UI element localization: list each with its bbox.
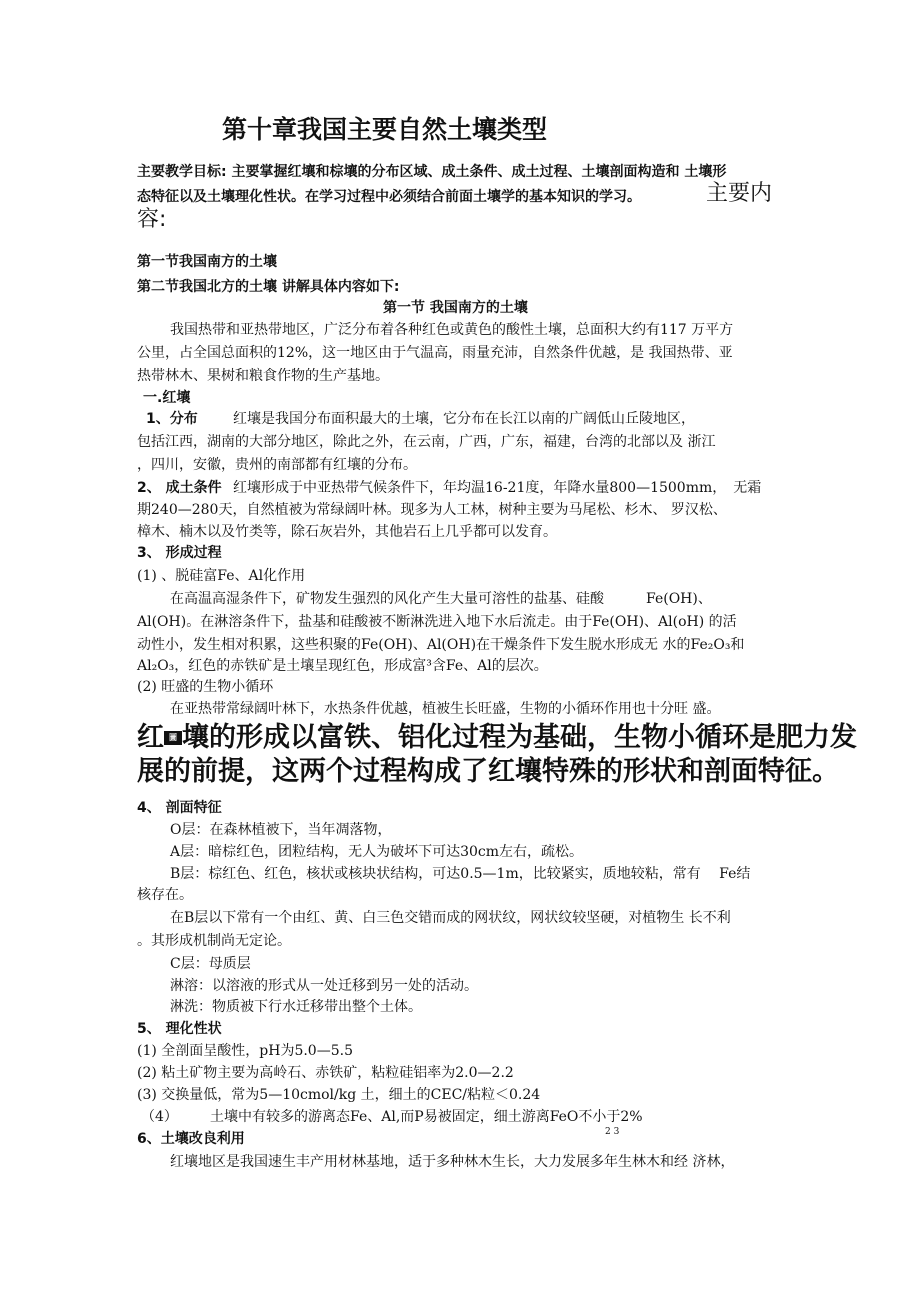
chengtu-line-2: 期240—280天，自然植被为常绿阔叶林。现多为人工林，树种主要为马尾松、杉木、 罗汉松、	[137, 502, 727, 518]
main-content-heading-b: 容:	[137, 207, 167, 232]
xingcheng-p2-head: (2) 旺盛的生物小循环	[137, 679, 274, 695]
page-title: 第十章我国主要自然土壤类型	[222, 115, 548, 144]
goals-line-1: 主要教学目标: 主要掌握红壤和棕壤的分布区域、成土条件、成土过程、土壤剖面构造和 土壤形	[137, 164, 727, 180]
intro-line: 公里，占全国总面积的12%，这一地区由于气温高，雨量充沛，自然条件优越，是 我国热带、亚	[137, 345, 733, 361]
xingcheng-p1-head: (1) 、脱硅富Fe、Al化作用	[137, 568, 306, 584]
xingcheng-p2-line: 在亚热带常绿阔叶林下，水热条件优越，植被生长旺盛，生物的小循环作用也十分旺 盛。	[170, 701, 721, 717]
page-number: 2 3	[605, 1127, 620, 1137]
xingcheng-p1-line: Al₂O₃，红色的赤铁矿是土壤呈现红色，形成富³含Fe、Al的层次。	[137, 658, 548, 674]
broken-glyph: 圖	[164, 731, 182, 745]
poumian-a-layer: A层：暗棕红色，团粒结构，无人为破坏下可达30cm左右，疏松。	[170, 844, 584, 860]
emphasis-line-1	[137, 721, 857, 755]
lihua-item-number: （4）	[141, 1109, 178, 1125]
definition-linrong: 淋溶：以溶液的形式从一处迁移到另一处的活动。	[170, 978, 478, 994]
lihua-item: 土壤中有较多的游离态Fe、Al,而P易被固定，细土游离FeO不小于2%	[210, 1109, 643, 1125]
fenbu-label: 1、分布	[146, 411, 198, 427]
gailiang-label: 6、土壤改良利用	[137, 1131, 245, 1147]
fenbu-line-2: 包括江西，湖南的大部分地区，除此之外，在云南，广西，广东，福建，台湾的北部以及 浙江	[137, 434, 716, 450]
poumian-o-layer: O层：在森林植被下，当年凋落物，	[170, 822, 392, 838]
intro-line: 我国热带和亚热带地区，广泛分布着各种红色或黄色的酸性土壤，总面积大约有117 万平方	[170, 322, 734, 338]
goals-line-2: 态特征以及土壤理化性状。在学习过程中必须结合前面土壤学的基本知识的学习。	[137, 189, 641, 205]
xingcheng-p1-line: 动性小，发生相对积累，这些积聚的Fe(OH)、Al(OH)在干燥条件下发生脱水形成无 水的Fe₂O₃和	[137, 637, 745, 653]
section-heading: 第一节 我国南方的土壤	[383, 300, 528, 316]
main-content-heading-a: 主要内	[706, 181, 773, 206]
lihua-label: 5、 理化性状	[137, 1021, 222, 1037]
contents-item-1: 第一节我国南方的土壤	[137, 254, 277, 270]
poumian-b-layer: B层：棕红色、红色，核状或核块状结构，可达0.5—1m，比较紧实，质地较粘，常有 Fe结	[170, 866, 751, 882]
lihua-item: (3) 交换量低，常为5—10cmol/kg 土，细土的CEC/粘粒＜0.24	[137, 1087, 541, 1103]
poumian-b-layer-cont: 核存在。	[137, 887, 193, 903]
chengtu-line-1: 红壤形成于中亚热带气候条件下，年均温16-21度，年降水量800—1500mm， 无霜	[233, 480, 762, 496]
subsection-hongrang: 一.红壤	[143, 390, 191, 406]
chengtu-line-3: 樟木、楠木以及竹类等，除石灰岩外，其他岩石上几乎都可以发育。	[137, 524, 557, 540]
gailiang-line: 红壤地区是我国速生丰产用材林基地，适于多种林木生长，大力发展多年生林木和经 济林，	[170, 1154, 735, 1170]
xingcheng-p1-line: Al(OH)。在淋溶条件下，盐基和硅酸被不断淋洗进入地下水后流走。由于Fe(OH)、Al(oH) 的活	[137, 614, 737, 630]
poumian-label: 4、 剖面特征	[137, 800, 222, 816]
fenbu-line-1: 红壤是我国分布面积最大的土壤，它分布在长江以南的广阔低山丘陵地区，	[233, 411, 695, 427]
xingcheng-p1-line: 在高温高湿条件下，矿物发生强烈的风化产生大量可溶性的盐基、硅酸 Fe(OH)、	[170, 591, 712, 607]
chengtu-label: 2、 成土条件	[137, 480, 222, 496]
definition-linxi: 淋洗：物质被下行水迁移带出整个土体。	[170, 999, 422, 1015]
xingcheng-label: 3、 形成过程	[137, 545, 222, 561]
poumian-net-line: 。其形成机制尚无定论。	[137, 933, 291, 949]
intro-line: 热带林木、果树和粮食作物的生产基地。	[137, 368, 389, 384]
emphasis-rest: 壤的形成以富铁、铝化过程为基础，生物小循环是肥力发	[182, 722, 857, 753]
contents-item-2: 第二节我国北方的土壤 讲解具体内容如下:	[137, 279, 400, 295]
poumian-net-line: 在B层以下常有一个由红、黄、白三色交错而成的网状纹，网状纹较坚硬，对植物生 长不利	[170, 910, 731, 926]
fenbu-line-3: ，四川，安徽，贵州的南部都有红壤的分布。	[137, 457, 417, 473]
lihua-item: (2) 粘土矿物主要为高岭石、赤铁矿，粘粒硅铝率为2.0—2.2	[137, 1065, 514, 1081]
lihua-item: (1) 全剖面呈酸性，pH为5.0—5.5	[137, 1043, 353, 1059]
emphasis-start: 红	[137, 722, 164, 753]
poumian-c-layer: C层：母质层	[170, 956, 251, 972]
emphasis-line-2: 展的前提，这两个过程构成了红壤特殊的形状和剖面特征。	[137, 756, 839, 787]
